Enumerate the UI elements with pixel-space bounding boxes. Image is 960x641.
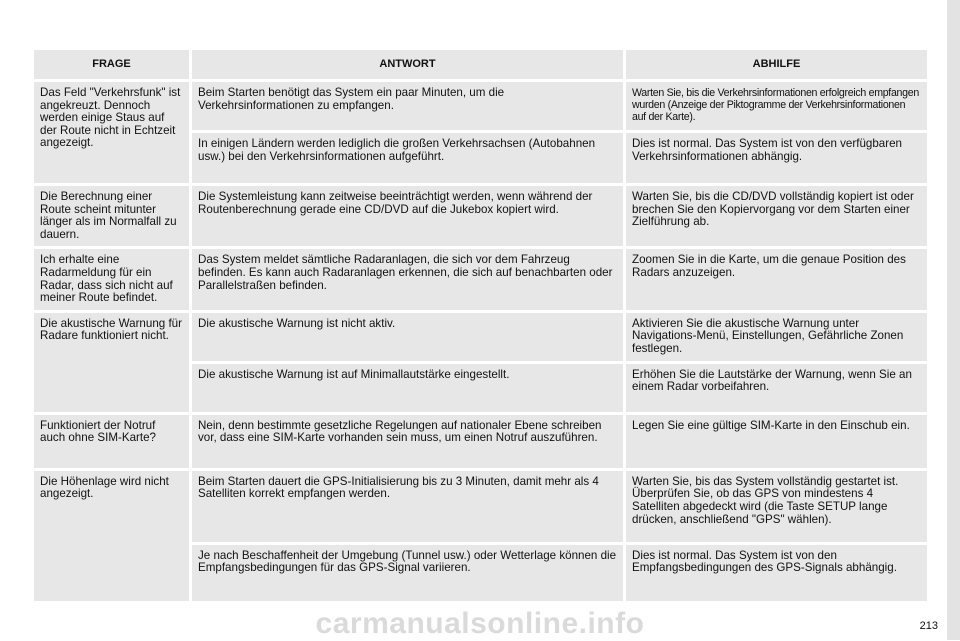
antwort-cell: Die akustische Warnung ist auf Minimallautstärke eingestellt.	[192, 364, 623, 412]
table-row	[34, 186, 927, 246]
frage-cell: Das Feld "Verkehrsfunk" ist angekreuzt. Dennoch werden einige Staus auf der Route nicht in Echtzeit angezeigt.	[34, 82, 189, 183]
antwort-cell: Je nach Beschaffenheit der Umgebung (Tunnel usw.) oder Wetterlage können die Empfangsbedingungen für das GPS-Signal variieren.	[192, 545, 623, 601]
watermark: carmanualsonline.info	[315, 607, 645, 640]
faq-table	[31, 47, 930, 604]
frage-cell: Die Höhenlage wird nicht angezeigt.	[34, 471, 189, 601]
abhilfe-cell: Zoomen Sie in die Karte, um die genaue Position des Radars anzuzeigen.	[626, 249, 927, 309]
antwort-cell: Die akustische Warnung ist nicht aktiv.	[192, 313, 623, 361]
abhilfe-cell: Legen Sie eine gültige SIM-Karte in den Einschub ein.	[626, 415, 927, 468]
header-antwort: ANTWORT	[192, 50, 623, 79]
page-number: 213	[919, 620, 938, 632]
antwort-cell: In einigen Ländern werden lediglich die großen Verkehrsachsen (Autobahnen usw.) bei den Verkehrsinformationen aufgeführt.	[192, 133, 623, 183]
table-row	[34, 415, 927, 468]
antwort-cell: Das System meldet sämtliche Radaranlagen, die sich vor dem Fahrzeug befinden. Es kann auch Radaranlagen erkennen, die sich auf benachbarten oder Parallelstraßen befinden.	[192, 249, 623, 309]
antwort-cell: Die Systemleistung kann zeitweise beeinträchtigt werden, wenn während der Routenberechnung gerade eine CD/DVD auf die Jukebox kopiert wird.	[192, 186, 623, 246]
header-frage: FRAGE	[34, 50, 189, 79]
table-row	[34, 249, 927, 309]
abhilfe-cell: Erhöhen Sie die Lautstärke der Warnung, wenn Sie an einem Radar vorbeifahren.	[626, 364, 927, 412]
frage-cell: Die akustische Warnung für Radare funktioniert nicht.	[34, 313, 189, 412]
header-abhilfe: ABHILFE	[626, 50, 927, 79]
table-row	[34, 471, 927, 542]
antwort-cell: Nein, denn bestimmte gesetzliche Regelungen auf nationaler Ebene schreiben vor, dass eine SIM-Karte vorhanden sein muss, um einen Notruf auszuführen.	[192, 415, 623, 468]
abhilfe-cell: Aktivieren Sie die akustische Warnung unter Navigations-Menü, Einstellungen, Gefährliche Zonen festlegen.	[626, 313, 927, 361]
frage-cell: Funktioniert der Notruf auch ohne SIM-Karte?	[34, 415, 189, 468]
frage-cell: Ich erhalte eine Radarmeldung für ein Radar, dass sich nicht auf meiner Route befindet.	[34, 249, 189, 309]
antwort-cell: Beim Starten dauert die GPS-Initialisierung bis zu 3 Minuten, damit mehr als 4 Satelliten korrekt empfangen werden.	[192, 471, 623, 542]
abhilfe-cell: Dies ist normal. Das System ist von den verfügbaren Verkehrsinformationen abhängig.	[626, 133, 927, 183]
frage-cell: Die Berechnung einer Route scheint mitunter länger als im Normalfall zu dauern.	[34, 186, 189, 246]
table-row	[34, 82, 927, 130]
table-header-row	[34, 50, 927, 79]
abhilfe-cell: Warten Sie, bis die CD/DVD vollständig kopiert ist oder brechen Sie den Kopiervorgang vor dem Starten einer Zielführung ab.	[626, 186, 927, 246]
faq-table-container	[31, 47, 930, 604]
abhilfe-cell: Dies ist normal. Das System ist von den Empfangsbedingungen des GPS-Signals abhängig.	[626, 545, 927, 601]
abhilfe-cell: Warten Sie, bis das System vollständig gestartet ist. Überprüfen Sie, ob das GPS von mindestens 4 Satelliten abgedeckt wird (die Taste SETUP lange drücken, anschließend "GPS" wählen).	[626, 471, 927, 542]
antwort-cell: Beim Starten benötigt das System ein paar Minuten, um die Verkehrsinformationen zu empfangen.	[192, 82, 623, 130]
table-row	[34, 313, 927, 361]
abhilfe-cell: Warten Sie, bis die Verkehrsinformationen erfolgreich empfangen wurden (Anzeige der Piktogramme der Verkehrsinformationen auf der Karte).	[626, 82, 927, 130]
page-side-bar	[947, 0, 960, 640]
